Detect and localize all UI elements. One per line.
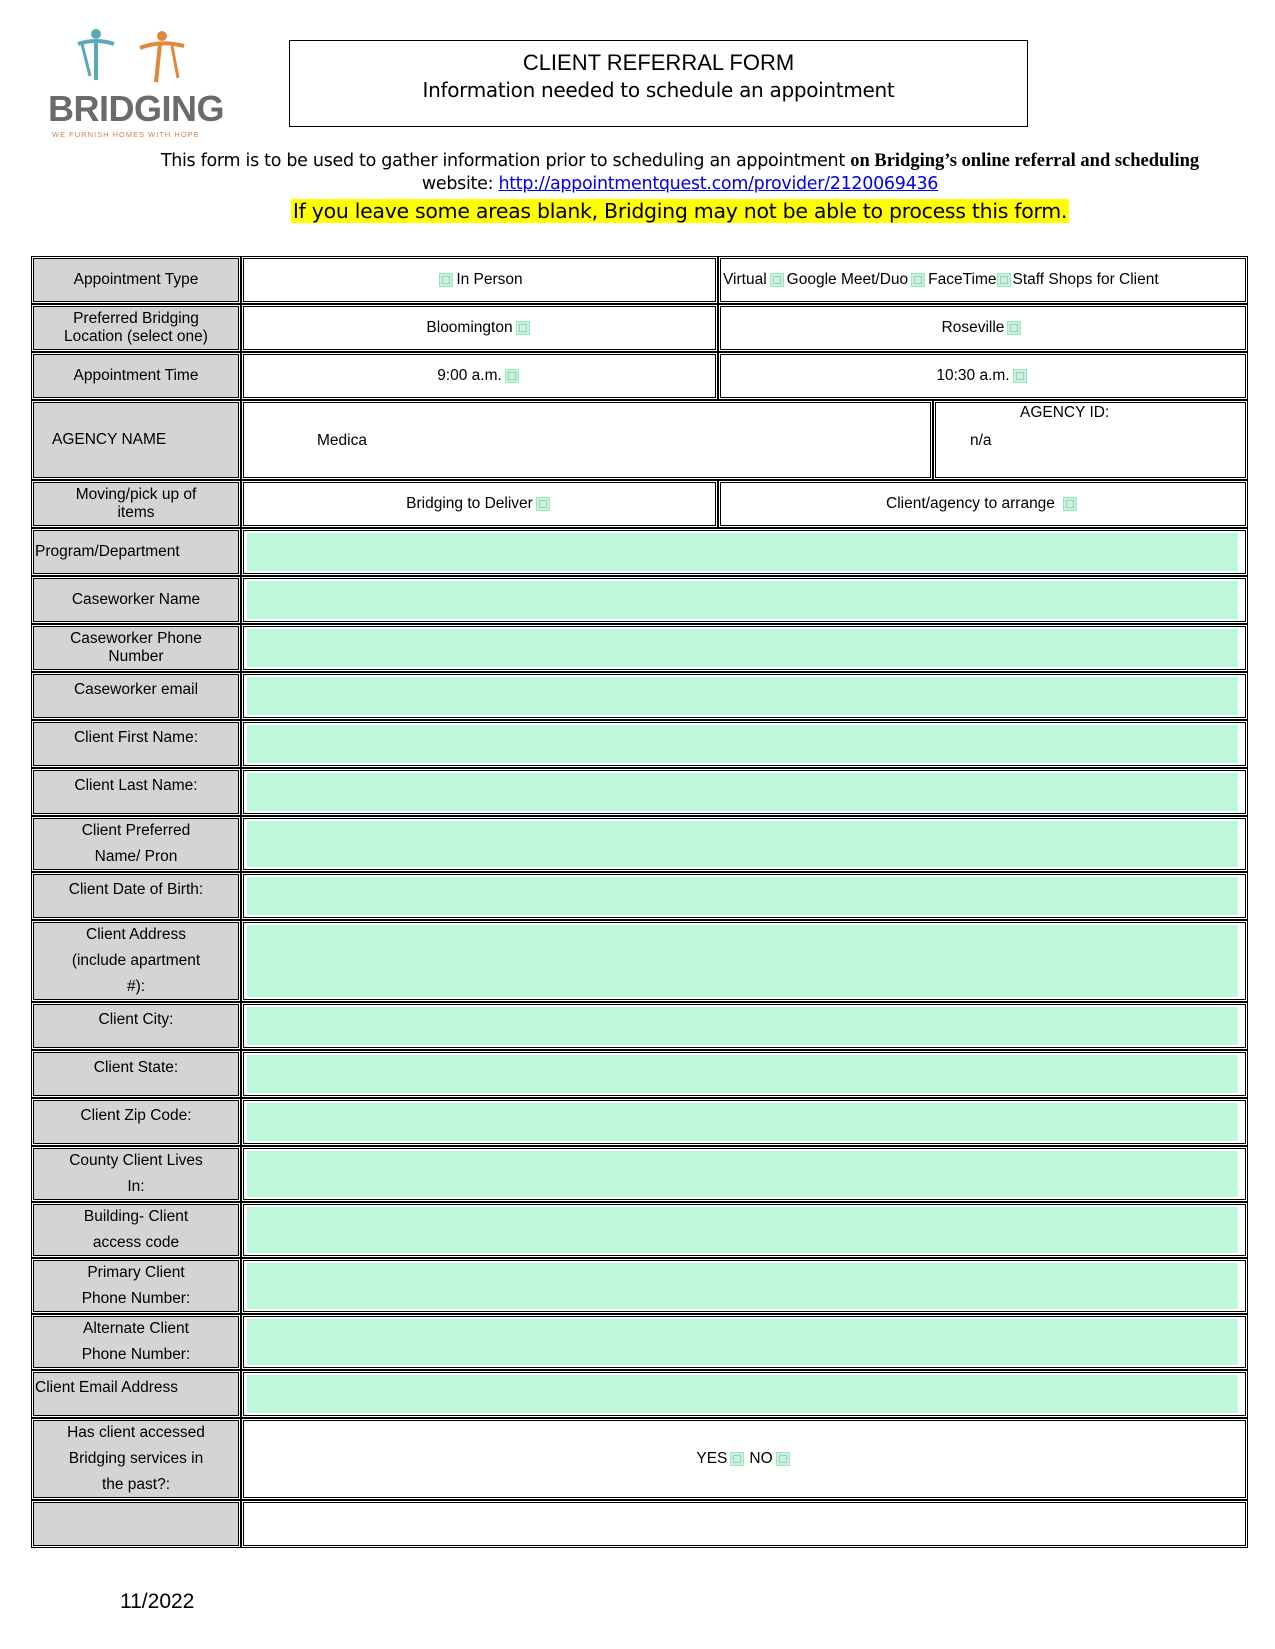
row-agency <box>31 400 1248 480</box>
alternate-phone-field[interactable] <box>241 1314 1248 1370</box>
label-client-preferred-name: Client Preferred Name/ Pron <box>31 816 241 872</box>
cell-bloomington <box>241 304 718 352</box>
row-client-city <box>31 1002 1248 1050</box>
facetime-label: FaceTime <box>928 271 997 288</box>
client-dob-field[interactable] <box>241 872 1248 920</box>
building-code-field[interactable] <box>241 1202 1248 1258</box>
cell-bridging-deliver <box>241 480 718 528</box>
revision-date: 11/2022 <box>120 1590 195 1613</box>
label-building-code: Building- Client access code <box>31 1202 241 1258</box>
row-client-zip <box>31 1098 1248 1146</box>
label-caseworker-email: Caseworker email <box>31 672 241 720</box>
label-client-zip: Client Zip Code: <box>31 1098 241 1146</box>
client-city-field[interactable] <box>241 1002 1248 1050</box>
label-county: County Client Lives In: <box>31 1146 241 1202</box>
program-field[interactable] <box>241 528 1248 576</box>
google-meet-label: Google Meet/Duo <box>786 271 909 288</box>
checkbox-no[interactable] <box>776 1452 790 1466</box>
intro-text <box>100 150 1260 196</box>
row-primary-phone <box>31 1258 1248 1314</box>
cell-past-services <box>241 1418 1248 1500</box>
row-client-email <box>31 1370 1248 1418</box>
label-client-state: Client State: <box>31 1050 241 1098</box>
cell-virtual <box>718 256 1248 304</box>
client-arrange-label: Client/agency to arrange <box>886 495 1055 512</box>
label-client-address: Client Address (include apartment #): <box>31 920 241 1002</box>
logo-tagline: WE FURNISH HOMES WITH HOPE <box>52 130 200 139</box>
checkbox-google-meet[interactable] <box>911 273 925 287</box>
row-location <box>31 304 1248 352</box>
checkbox-facetime[interactable] <box>997 273 1011 287</box>
row-alternate-phone <box>31 1314 1248 1370</box>
checkbox-virtual[interactable] <box>770 273 784 287</box>
in-person-label: In Person <box>456 271 523 288</box>
cell-time-9 <box>241 352 718 400</box>
county-field[interactable] <box>241 1146 1248 1202</box>
empty-field[interactable] <box>241 1500 1248 1548</box>
intro-website-prefix: website: <box>421 174 499 194</box>
form-title: CLIENT REFERRAL FORM <box>522 50 795 75</box>
logo-figures-icon <box>60 26 220 86</box>
warning-text: If you leave some areas blank, Bridging may not be able to process this form. <box>292 199 1068 223</box>
caseworker-phone-field[interactable] <box>241 624 1248 672</box>
primary-phone-field[interactable] <box>241 1258 1248 1314</box>
logo-wordmark: BRIDGING <box>48 88 224 129</box>
row-caseworker-phone <box>31 624 1248 672</box>
checkbox-in-person[interactable] <box>439 273 453 287</box>
intro-plain: This form is to be used to gather information prior to scheduling an appointment <box>160 151 851 171</box>
label-client-dob: Client Date of Birth: <box>31 872 241 920</box>
checkbox-roseville[interactable] <box>1007 321 1021 335</box>
client-address-field[interactable] <box>241 920 1248 1002</box>
cell-in-person <box>241 256 718 304</box>
row-client-last-name <box>31 768 1248 816</box>
agency-id-value[interactable]: n/a <box>970 432 992 449</box>
checkbox-client-arrange[interactable] <box>1063 497 1077 511</box>
row-client-first-name <box>31 720 1248 768</box>
row-program <box>31 528 1248 576</box>
checkbox-bridging-deliver[interactable] <box>536 497 550 511</box>
label-client-last-name: Client Last Name: <box>31 768 241 816</box>
staff-shops-label: Staff Shops for Client <box>1012 271 1159 288</box>
label-client-first-name: Client First Name: <box>31 720 241 768</box>
cell-client-arrange <box>718 480 1248 528</box>
row-client-state <box>31 1050 1248 1098</box>
label-primary-phone: Primary Client Phone Number: <box>31 1258 241 1314</box>
label-moving: Moving/pick up of items <box>31 480 241 528</box>
row-building-code <box>31 1202 1248 1258</box>
client-first-name-field[interactable] <box>241 720 1248 768</box>
agency-name-value[interactable]: Medica <box>317 432 367 449</box>
label-alternate-phone: Alternate Client Phone Number: <box>31 1314 241 1370</box>
cell-roseville <box>718 304 1248 352</box>
checkbox-bloomington[interactable] <box>516 321 530 335</box>
caseworker-email-field[interactable] <box>241 672 1248 720</box>
bridging-deliver-label: Bridging to Deliver <box>406 495 533 512</box>
row-appointment-type <box>31 256 1248 304</box>
time-1030-label: 10:30 a.m. <box>936 367 1010 384</box>
label-appointment-time: Appointment Time <box>31 352 241 400</box>
client-last-name-field[interactable] <box>241 768 1248 816</box>
bridging-logo <box>40 26 240 141</box>
warning-banner <box>0 199 1275 223</box>
bloomington-label: Bloomington <box>426 319 513 336</box>
row-client-preferred-name <box>31 816 1248 872</box>
row-county <box>31 1146 1248 1202</box>
no-label: NO <box>749 1450 773 1467</box>
label-past-services: Has client accessed Bridging services in the past?: <box>31 1418 241 1500</box>
label-caseworker-phone: Caseworker Phone Number <box>31 624 241 672</box>
row-client-address <box>31 920 1248 1002</box>
client-zip-field[interactable] <box>241 1098 1248 1146</box>
client-state-field[interactable] <box>241 1050 1248 1098</box>
roseville-label: Roseville <box>941 319 1005 336</box>
row-empty <box>31 1500 1248 1548</box>
cell-agency-id <box>933 400 1248 480</box>
virtual-label: Virtual <box>723 271 767 288</box>
intro-bold: on Bridging’s online referral and scheduling <box>850 151 1200 171</box>
label-client-city: Client City: <box>31 1002 241 1050</box>
checkbox-time-9[interactable] <box>505 369 519 383</box>
label-program: Program/Department <box>31 528 241 576</box>
client-email-field[interactable] <box>241 1370 1248 1418</box>
client-preferred-name-field[interactable] <box>241 816 1248 872</box>
label-client-email: Client Email Address <box>31 1370 241 1418</box>
form-title-box <box>289 40 1028 127</box>
label-empty <box>31 1500 241 1548</box>
scheduling-link[interactable]: http://appointmentquest.com/provider/2120069436 <box>498 174 939 194</box>
label-caseworker-name: Caseworker Name <box>31 576 241 624</box>
label-agency-name: AGENCY NAME <box>31 400 241 480</box>
row-caseworker-name <box>31 576 1248 624</box>
agency-id-label: AGENCY ID: <box>1020 404 1110 421</box>
label-location: Preferred Bridging Location (select one) <box>31 304 241 352</box>
yes-label: YES <box>696 1450 728 1467</box>
row-client-dob <box>31 872 1248 920</box>
checkbox-time-1030[interactable] <box>1013 369 1027 383</box>
time-9-label: 9:00 a.m. <box>437 367 502 384</box>
row-caseworker-email <box>31 672 1248 720</box>
row-moving <box>31 480 1248 528</box>
row-appointment-time <box>31 352 1248 400</box>
cell-agency-name <box>241 400 933 480</box>
form-subtitle: Information needed to schedule an appointment <box>422 78 895 102</box>
row-past-services <box>31 1418 1248 1500</box>
caseworker-name-field[interactable] <box>241 576 1248 624</box>
label-appointment-type: Appointment Type <box>31 256 241 304</box>
checkbox-yes[interactable] <box>730 1452 744 1466</box>
cell-time-1030 <box>718 352 1248 400</box>
